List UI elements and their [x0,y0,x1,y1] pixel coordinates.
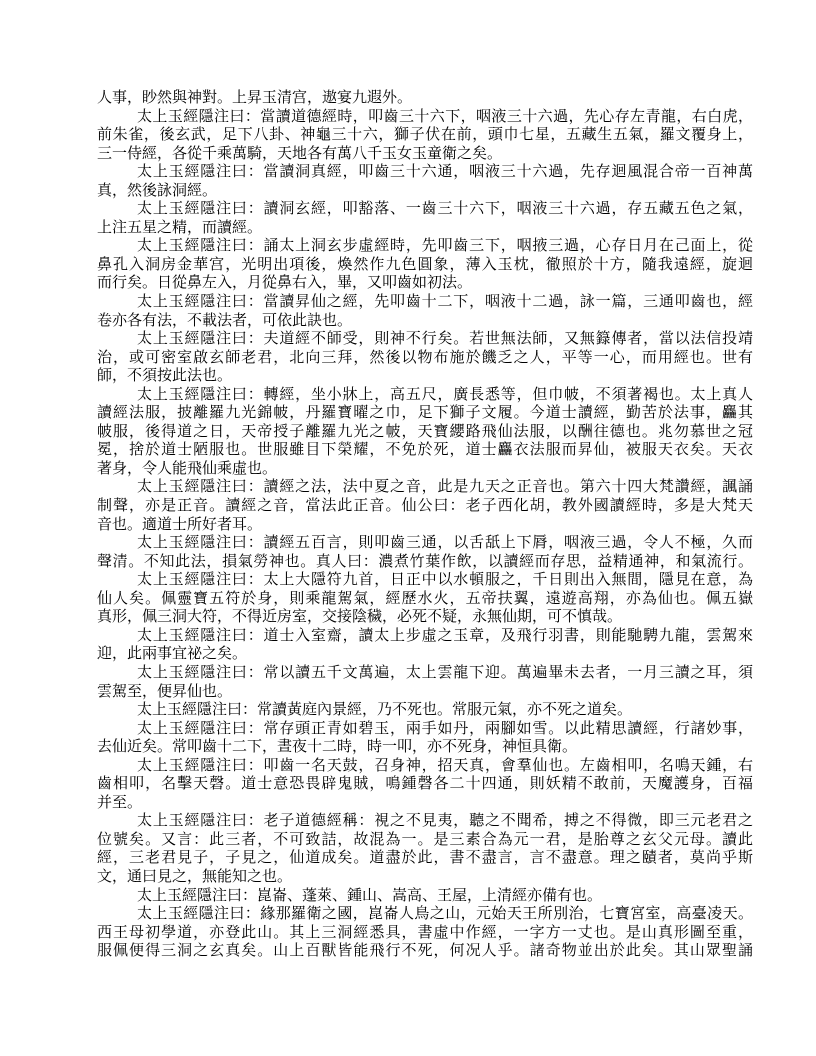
text-line: 西王母初學道，亦登此山。其上三洞經悉具，書虛中作經，一字方一丈也。是山真形圖至重， [97,924,753,941]
text-line: 太上玉經隱注曰：常讀黃庭內景經，乃不死也。常服元氣，亦不死之道矣。 [137,702,633,719]
text-line: 著身，令人能飛仙乘虛也。 [97,460,278,477]
text-line: 位號矣。又言：此三者，不可致詰，故混為一。是三素合為元一君，是胎尊之玄父元母。讀此 [97,831,753,848]
text-line: 上注五星之精，而讀經。 [97,219,263,236]
text-line: 治，或可密室啟玄師老君，北向三拜，然後以物布施於饑乏之人，平等一心，而用經也。世有 [97,349,753,366]
text-line: 太上玉經隱注曰：太上大隱符九首，日正中以水頓服之，千日則出入無間，隱見在意，為 [137,572,753,589]
text-line: 前朱雀，後玄武，足下八卦、神龜三十六，獅子伏在前，頭巾七星，五藏生五氣，羅文覆身上， [97,127,753,144]
text-line: 卷亦各有法，不載法者，可依此訣也。 [97,312,353,329]
text-line: 太上玉經隱注曰：誦太上洞玄步虛經時，先叩齒三下，咽掖三過，心存日月在己面上，從 [137,238,753,255]
text-line: 太上玉經隱注曰：當讀洞真經，叩齒三十六通，咽液三十六過，先存迴風混合帝一百神萬 [137,164,753,181]
text-line: 太上玉經隱注曰：讀經五百言，則叩齒三通，以舌舐上下脣，咽液三過，令人不極，久而 [137,535,753,552]
text-line: 而行矣。日從鼻左入，月從鼻右入，畢，又叩齒如初法。 [97,275,473,292]
text-line: 三一侍經，各從千乘萬騎，天地各有萬八千玉女玉童衛之矣。 [97,145,503,162]
text-line: 齒相叩，名擊天磬。道士意恐畏辟鬼賊，鳴鍾磬各二十四通，則妖精不敢前，天魔護身，百福 [97,776,753,793]
text-line: 仙人矣。佩靈寶五符於身，則乘龍駕氣，經歷水火，五帝扶翼，遠遊高翔，亦為仙也。佩五嶽 [97,590,753,607]
text-line: 服佩便得三洞之玄真矣。山上百獸皆能飛行不死，何况人乎。諸奇物並出於此矣。其山眾聖誦 [97,943,753,960]
text-line: 經，三老君見子，子見之，仙道成矣。道盡於此，書不盡言，言不盡意。理之賾者，莫尚乎斯 [97,850,753,867]
text-line: 真，然後詠洞經。 [97,182,218,199]
text-line: 太上玉經隱注曰：常以讀五千文萬遍，太上雲龍下迎。萬遍畢未去者，一月三讀之耳，須 [137,664,753,681]
text-line: 去仙近矣。常叩齒十二下，晝夜十二時，時一叩，亦不死身，神恒具衛。 [97,739,578,756]
text-line: 文，通曰見之，無能知之也。 [97,868,293,885]
text-line: 太上玉經隱注曰：崑崙、蓬萊、鍾山、嵩高、王屋，上清經亦備有也。 [137,887,603,904]
text-line: 太上玉經隱注曰：讀洞玄經，叩豁落、一齒三十六下，咽液三十六過，存五藏五色之氣， [137,201,753,218]
text-line: 讀經法服，披離羅九光錦帔，丹羅寶曜之巾，足下獅子文履。今道士讀經，勤苦於法事，麤其 [97,405,753,422]
text-line: 太上玉經隱注曰：叩齒一名天鼓，召身神，招天真，會羣仙也。左齒相叩，名鳴天鍾，右 [137,757,753,774]
text-line: 雲駕至，便昇仙也。 [97,683,233,700]
text-line: 真形，佩三洞大符，不得近房室，交接陰穢，必死不疑，永無仙期，可不慎哉。 [97,609,623,626]
text-line: 聲清。不知此法，損氣勞神也。真人曰：濃煮竹葉作飲，以讀經而存思，益精通神，和氣流行。 [97,553,753,570]
text-line: 太上玉經隱注曰：轉經，坐小牀上，高五尺，廣長悉等，但巾帔，不須著褐也。太上真人 [137,386,753,403]
text-line: 師，不須按此法也。 [97,368,233,385]
text-line: 太上玉經隱注曰：讀經之法，法中夏之音，此是九天之正音也。第六十四大梵讚經，諷誦 [137,479,753,496]
text-line: 太上玉經隱注曰：道士入室齋，讀太上步虛之玉章，及飛行羽書，則能馳騁九龍，雲駕來 [137,627,753,644]
text-block [97,89,753,961]
text-line: 太上玉經隱注曰：常存頭正青如碧玉，兩手如丹，兩腳如雪。以此精思讀經，行諸妙事， [137,720,753,737]
text-line: 迎，此兩事宜祕之矣。 [97,646,248,663]
text-line: 冕，捨於道士陋服也。世服雖目下榮耀，不免於死，道士麤衣法服而昇仙，被服天衣矣。天衣 [97,442,753,459]
text-line: 太上玉經隱注曰：當讀昇仙之經，先叩齒十二下，咽液十二過，詠一篇，三通叩齒也，經 [137,294,753,311]
text-line: 太上玉經隱注曰：夫道經不師受，則神不行矣。若世無法師，又無籙傳者，當以法信投靖 [137,331,753,348]
text-line: 并至。 [97,794,143,811]
text-line: 人事，眇然與神對。上昇玉清宫，遨宴九遐外。 [97,90,413,106]
text-line: 制聲，亦是正音。讀經之音，當法此正音。仙公曰：老子西化胡，教外國讀經時，多是大梵天 [97,498,753,515]
text-line: 太上玉經隱注曰：當讀道德經時，叩齒三十六下，咽液三十六過，先心存左青龍，右白虎， [137,108,753,125]
text-line: 帔服，後得道之日，天帝授子離羅九光之帔，天寶纓路飛仙法服，以酬往德也。兆勿慕世之冠 [97,423,753,440]
text-line: 鼻孔入洞房金華宫，光明出項後，煥然作九色圓象，薄入玉枕，徹照於十方，隨我遠經，旋迴 [97,256,753,273]
text-line: 音也。適道士所好者耳。 [97,516,263,533]
text-line: 太上玉經隱注曰：老子道德經稱：視之不見夷，聽之不聞希，搏之不得微，即三元老君之 [137,813,753,830]
text-line: 太上玉經隱注曰：緣那羅衛之國，崑崙人鳥之山，元始天王所別治，七寶宮室，高臺凌天。 [137,906,753,923]
